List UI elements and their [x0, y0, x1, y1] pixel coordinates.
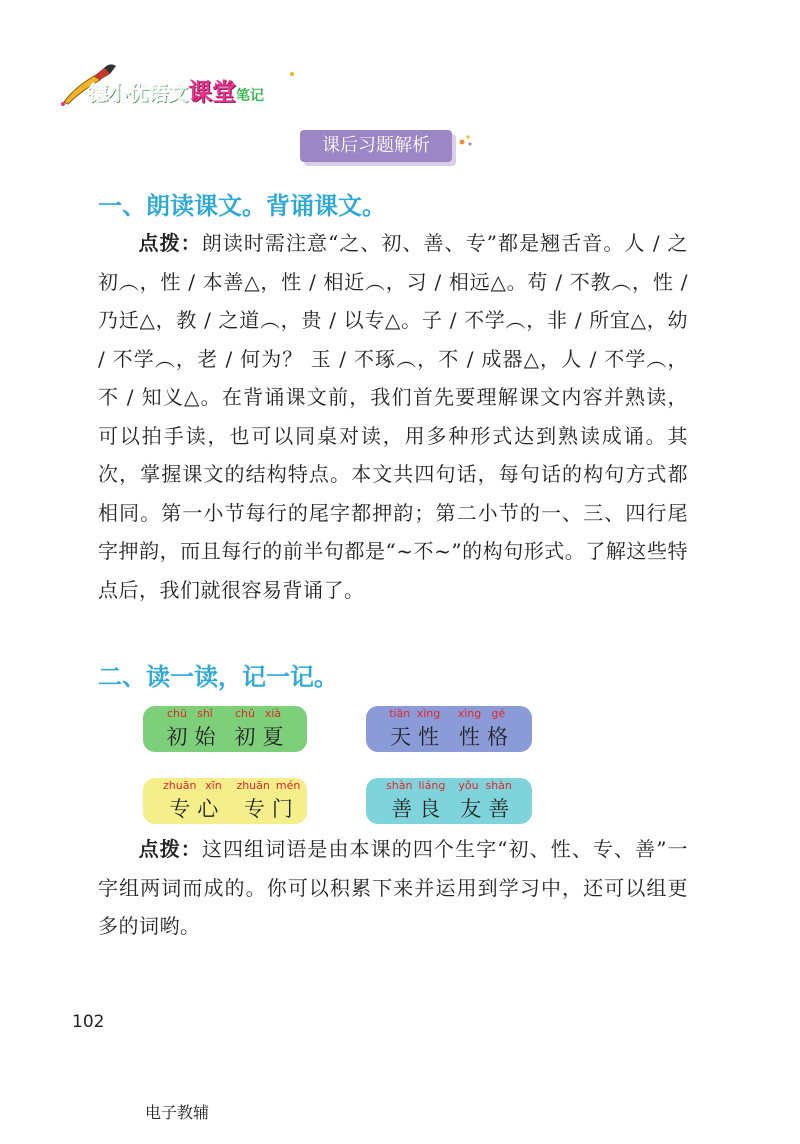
pinyin-row	[386, 779, 445, 793]
hanzi: 初	[234, 725, 256, 749]
q2-heading: 二、读一读，记一记。	[98, 663, 338, 691]
hanzi: 夏	[262, 725, 284, 749]
footer-text: 电子教辅	[145, 1103, 210, 1122]
hanzi-row	[460, 793, 510, 823]
q1-text: 朗读时需注意“之、初、善、专”都是翘舌音。人 / 之初︵，性 / 本善△，性 / 相近︵，习 / 相远△。苟 / 不教︵，性 / 乃迁△，教 / 之道︵，贵 / 以专△。子 / 不学︵，非 / 所宜△，幼 / 不学︵，老 / 何为？ 玉 / 不琢︵，不 / 成器△，人 / 不学︵，不 / 知义△。在背诵课文前，我们首先要理解课文内容并熟读，可以拍手读，也可以同桌对读，用多种形式达到熟读成诵。其次，掌握课文的结构特点。本文共四句话，每句话的构句方式都相同。第一小节每行的尾字都押韵；第二小节的一、三、四行尾字押韵，而且每行的前半句都是“~不~”的构句形式。了解这些特点后，我们就很容易背诵了。	[98, 231, 689, 602]
pinyin: xìng	[457, 707, 482, 720]
logo-main: 德小优语文	[88, 81, 188, 105]
pinyin: zhuān	[236, 779, 270, 792]
word-专门	[236, 779, 300, 823]
hanzi-row	[243, 793, 293, 823]
q1-heading: 一、朗读课文。背诵课文。	[98, 192, 386, 220]
hanzi: 友	[460, 797, 482, 821]
q2-label: 点拨：	[138, 837, 202, 861]
decor-dots-icon	[458, 132, 474, 148]
hanzi-row	[459, 721, 509, 751]
word-初夏	[234, 707, 284, 751]
word-友善	[457, 779, 511, 823]
hanzi: 善	[391, 797, 413, 821]
pinyin: liáng	[418, 779, 446, 792]
pinyin: shàn	[386, 779, 413, 792]
pinyin-row	[457, 779, 511, 793]
pinyin: shàn	[485, 779, 512, 792]
hanzi: 善	[488, 797, 510, 821]
pinyin-row	[234, 707, 284, 721]
hanzi-row	[390, 721, 440, 751]
hanzi: 心	[197, 797, 219, 821]
q1-paragraph	[98, 224, 688, 609]
pinyin: shǐ	[197, 707, 213, 720]
q1-label: 点拨：	[138, 231, 202, 255]
word-card-zhuan	[143, 778, 307, 824]
brand-logo	[88, 72, 264, 107]
pinyin: xià	[264, 707, 282, 720]
pinyin-row	[163, 779, 224, 793]
section-tag: 课后习题解析	[300, 130, 452, 162]
hanzi: 天	[390, 725, 411, 749]
word-性格	[458, 707, 510, 751]
hanzi: 始	[194, 725, 216, 749]
logo-tail: 笔记	[236, 88, 264, 104]
pinyin-row	[236, 779, 300, 793]
pinyin: zhuān	[163, 779, 197, 792]
pinyin: chū	[235, 707, 255, 720]
pinyin-row	[389, 707, 441, 721]
hanzi-row	[234, 721, 284, 751]
word-card-chu	[143, 706, 307, 752]
word-card-xing	[366, 706, 532, 752]
pinyin-row	[458, 707, 510, 721]
hanzi-row	[391, 793, 441, 823]
hanzi: 良	[419, 797, 441, 821]
page-number: 102	[72, 1012, 105, 1032]
pinyin: chū	[167, 707, 187, 720]
pinyin: tiān	[389, 707, 411, 720]
word-善良	[386, 779, 445, 823]
pinyin-row	[166, 707, 216, 721]
hanzi: 初	[166, 725, 188, 749]
word-初始	[166, 707, 216, 751]
hanzi: 门	[271, 797, 293, 821]
pinyin: xīn	[205, 779, 222, 792]
pinyin: yǒu	[458, 779, 479, 792]
q2-text: 这四组词语是由本课的四个生字“初、性、专、善”一字组两词而成的。你可以积累下来并运用到学习中，还可以组更多的词哟。	[98, 837, 689, 938]
hanzi: 格	[487, 725, 508, 749]
hanzi: 性	[459, 725, 480, 749]
pinyin: xìng	[416, 707, 441, 720]
hanzi-row	[166, 721, 216, 751]
word-card-shan	[366, 778, 532, 824]
word-天性	[389, 707, 441, 751]
pinyin: gé	[491, 707, 506, 720]
hanzi-row	[169, 793, 219, 823]
hanzi: 专	[243, 797, 265, 821]
q2-paragraph	[98, 830, 688, 946]
word-专心	[163, 779, 224, 823]
logo-emph: 课堂	[188, 78, 236, 106]
hanzi: 性	[418, 725, 439, 749]
pinyin: mén	[275, 779, 301, 792]
hanzi: 专	[169, 797, 191, 821]
